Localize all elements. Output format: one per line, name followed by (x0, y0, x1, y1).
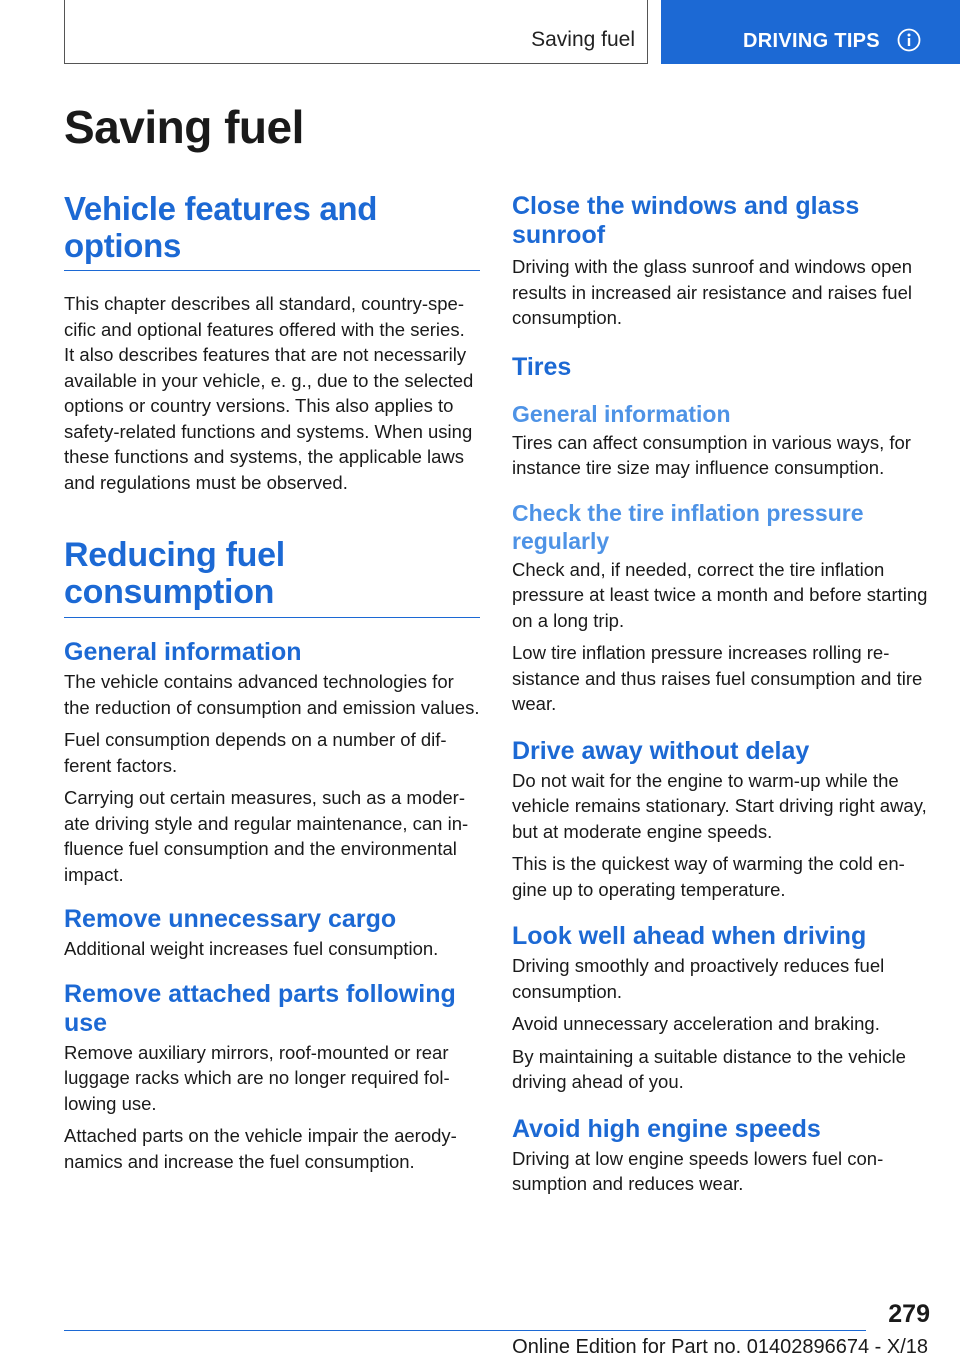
vehicle-features-text: This chapter describes all standard, country-specific and optional features offered with the series. It also describes features that are not necessarily available in your vehicle, e. g., due to the selected options or country versions. This also applies to safety-related functions and systems. When using these functions and systems, the applicable laws and regulations must be observed. (64, 293, 474, 493)
header-chapter-tab[interactable] (661, 0, 960, 64)
heading-reducing-fuel: Reducing fuel consumption (64, 537, 480, 618)
heading-tires-general: General information (512, 400, 731, 427)
speeds-paragraph: Driving at low engine speeds lowers fuel consumption and reduces wear. (512, 1147, 884, 1194)
page-title: Saving fuel (64, 101, 304, 153)
heading-vehicle-features: Vehicle features and options (64, 190, 480, 271)
heading-check-pressure: Check the tire inflation pressure regularly (512, 499, 864, 554)
heading-drive-away: Drive away without delay (512, 736, 810, 765)
attached-paragraph-2: Attached parts on the vehicle impair the aerodynamics and increase the fuel consumption. (64, 1125, 457, 1172)
general-paragraph-2: Fuel consumption depends on a number of different factors. (64, 729, 447, 776)
heading-close-windows: Close the windows and glass sunroof (512, 192, 860, 249)
right-column (512, 192, 930, 1197)
pressure-paragraph-2: Low tire inflation pressure increases rolling resistance and thus raises fuel consumption and tire wear. (512, 642, 923, 714)
general-paragraph-1: The vehicle contains advanced technologies for the reduction of consumption and emission values. (64, 671, 480, 718)
drive-paragraph-2: This is the quickest way of warming the cold engine up to operating temperature. (512, 853, 905, 900)
footer-divider (64, 1330, 866, 1331)
look-paragraph-2: Avoid unnecessary acceleration and braking. (512, 1013, 880, 1034)
heading-remove-cargo: Remove unnecessary cargo (64, 905, 397, 933)
footer-edition: Online Edition for Part no. 01402896674 - X/18 (512, 1336, 928, 1358)
left-column (64, 190, 480, 1174)
look-paragraph-1: Driving smoothly and proactively reduces fuel consumption. (512, 955, 885, 1002)
tires-general-paragraph: Tires can affect consumption in various ways, for instance tire size may influence consumption. (512, 431, 911, 478)
header-section-box (64, 0, 648, 64)
heading-look-ahead: Look well ahead when driving (512, 922, 867, 950)
header-section-title: Saving fuel (531, 28, 635, 51)
page-number: 279 (888, 1300, 930, 1328)
cargo-paragraph: Additional weight increases fuel consumption. (64, 938, 439, 959)
header-chapter-title: DRIVING TIPS (743, 30, 880, 52)
heading-general-information: General information (64, 638, 302, 666)
heading-avoid-high-speeds: Avoid high engine speeds (512, 1114, 821, 1143)
look-paragraph-3: By maintaining a suitable distance to the vehicle driving ahead of you. (512, 1045, 906, 1092)
info-icon[interactable] (897, 28, 921, 52)
pressure-paragraph-1: Check and, if needed, correct the tire inflation pressure at least twice a month and before starting on a long trip. (512, 558, 928, 631)
heading-tires: Tires (512, 352, 572, 381)
attached-paragraph-1: Remove auxiliary mirrors, roof-mounted or rear luggage racks which are no longer required following use. (64, 1041, 450, 1114)
drive-paragraph-1: Do not wait for the engine to warm-up while the vehicle remains stationary. Start driving right away, but at moderate engine speeds. (512, 769, 927, 842)
general-paragraph-3: Carrying out certain measures, such as a moderate driving style and regular maintenance, can influence fuel consumption and the environmental impact. (64, 787, 469, 885)
windows-paragraph: Driving with the glass sunroof and windows open results in increased air resistance and raises fuel consumption. (512, 256, 913, 328)
heading-remove-attached-parts: Remove attached parts following use (64, 979, 456, 1037)
